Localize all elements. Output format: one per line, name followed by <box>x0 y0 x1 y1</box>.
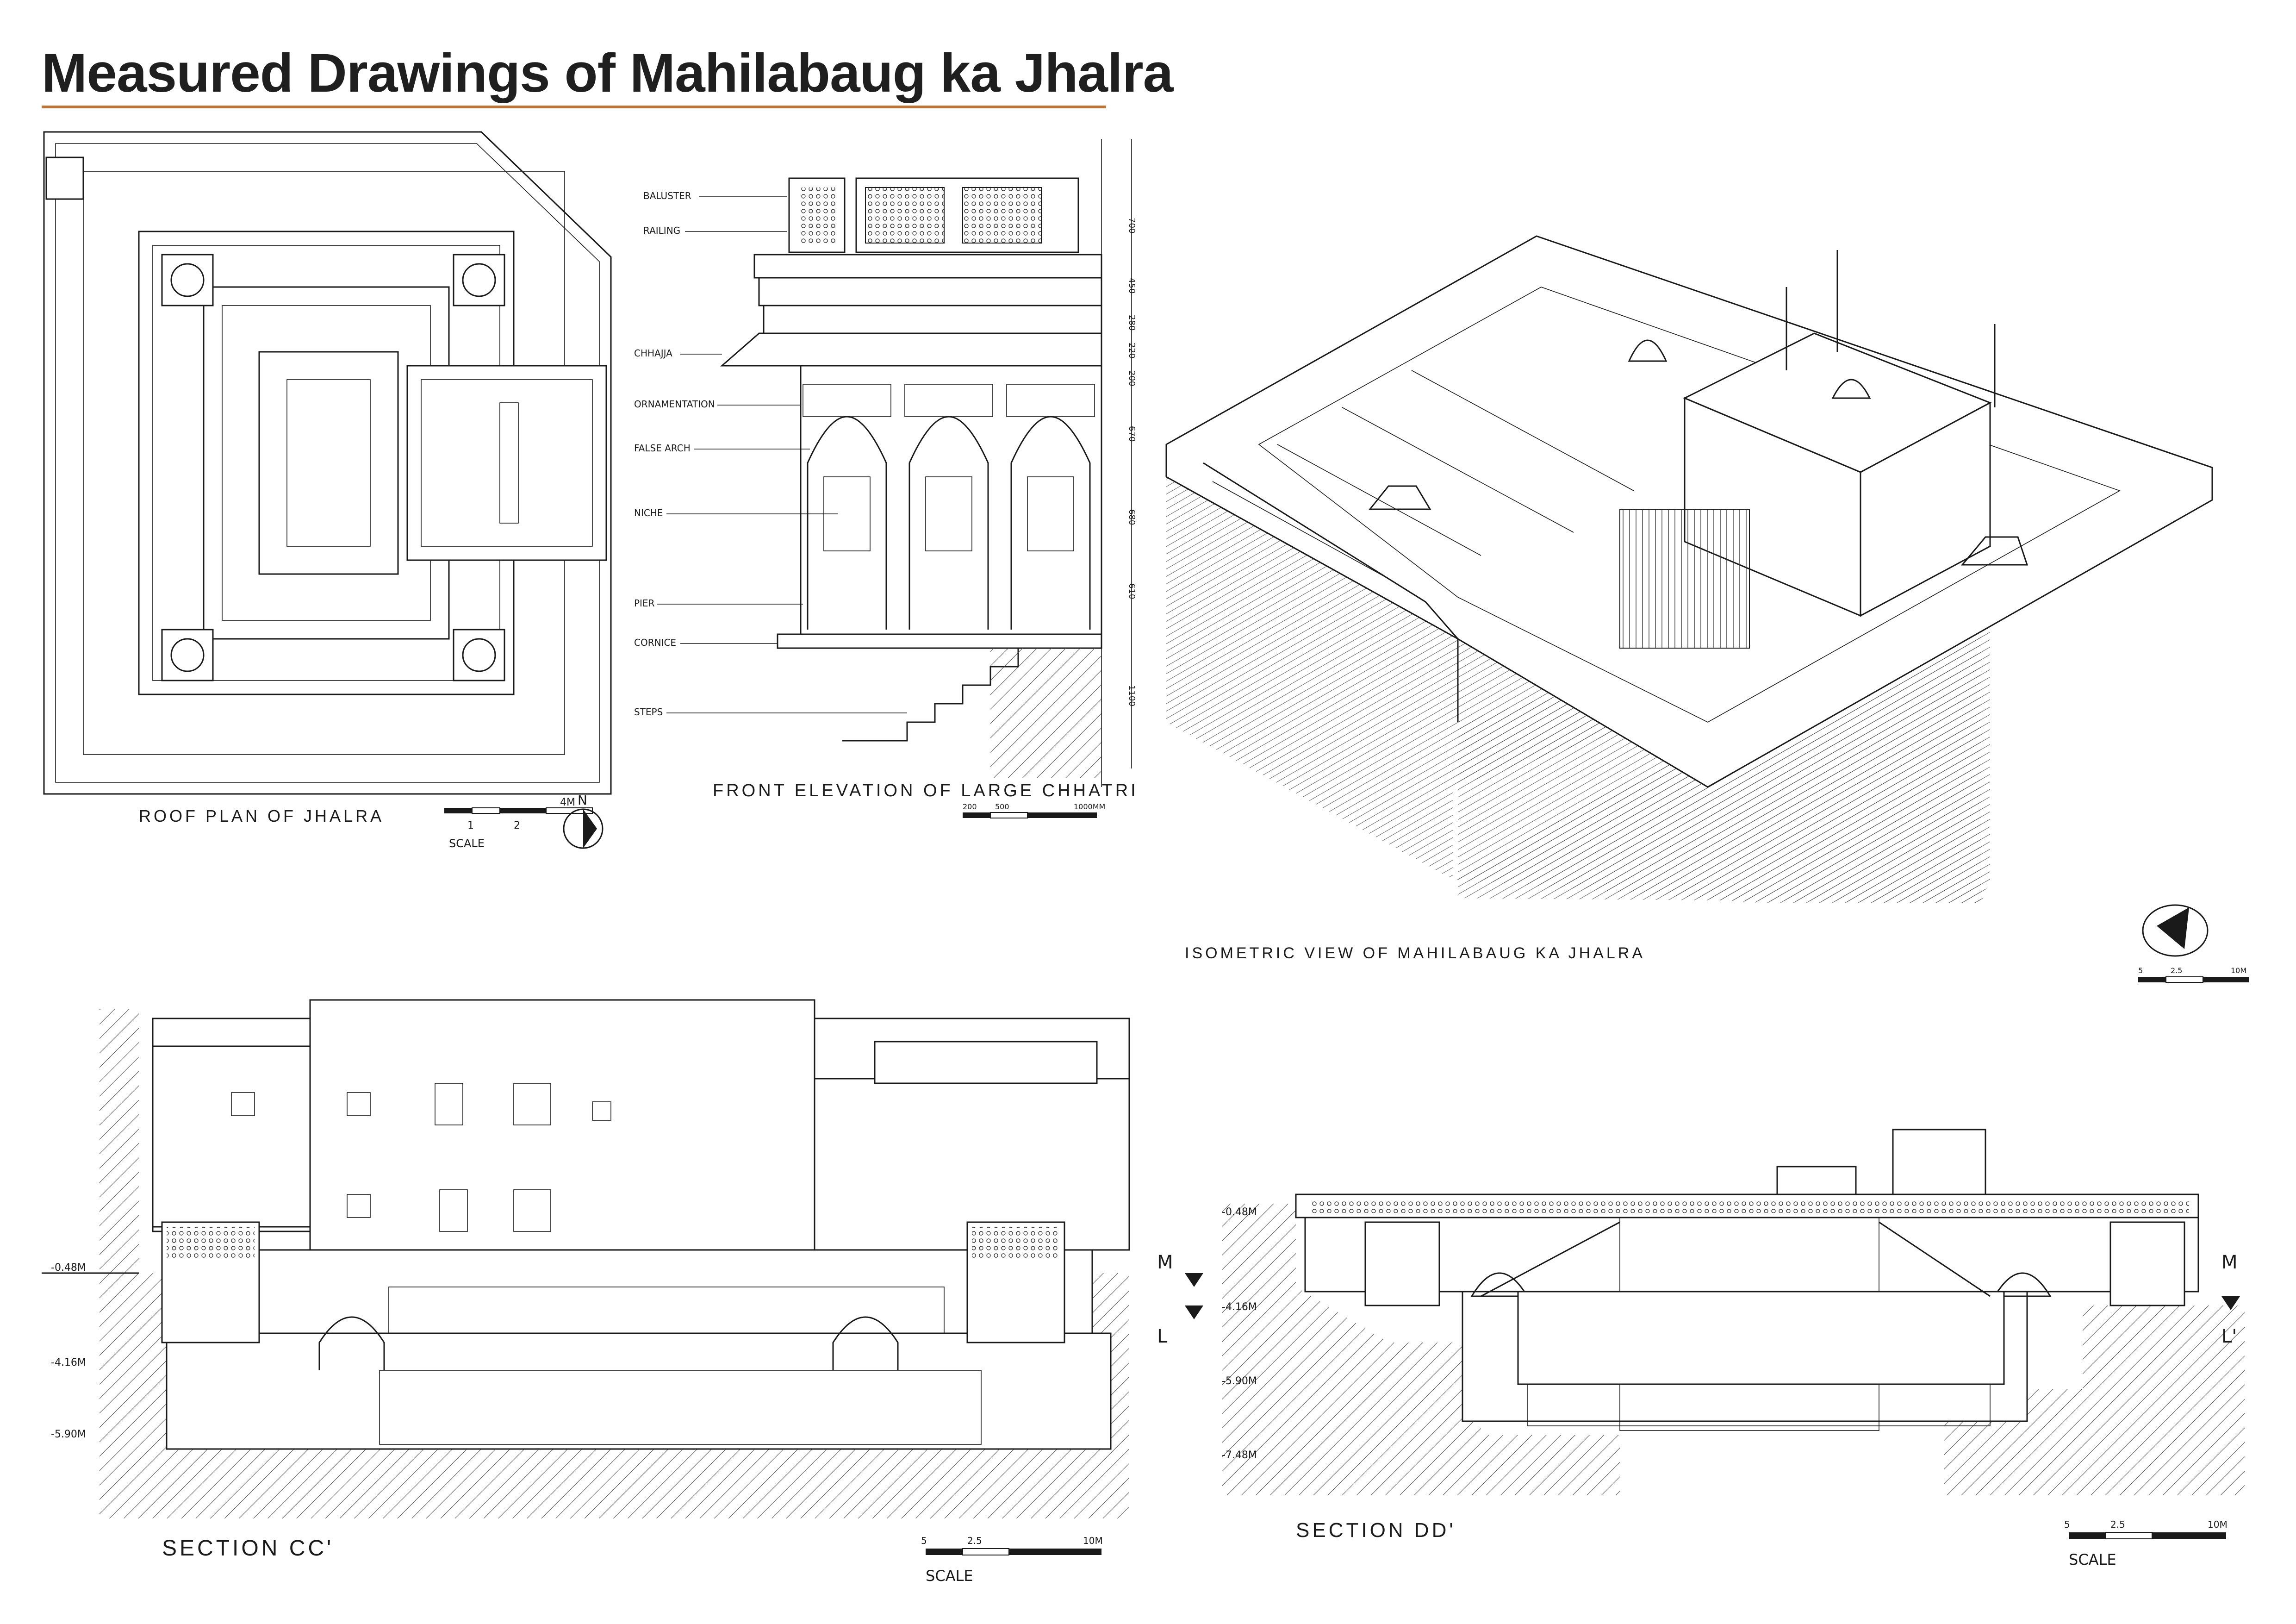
roof-plan-scale-tick-3: 4M <box>560 797 575 808</box>
cc-level-3: -5.90M <box>51 1429 86 1440</box>
cc-scale-label: SCALE <box>926 1567 973 1585</box>
dd-mark-m-left: M <box>1157 1252 1173 1273</box>
roof-plan-scale-tick-2: 2 <box>514 820 520 831</box>
fe-scale-tick-1: 200 <box>963 802 977 811</box>
callout-niche: NICHE <box>634 507 663 518</box>
fe-scale-tick-2: 500 <box>995 802 1009 811</box>
callout-railing: RAILING <box>643 225 681 236</box>
isometric-north-icon <box>2143 905 2208 956</box>
dim-1: 700 <box>1127 218 1137 234</box>
cc-level-2: -4.16M <box>51 1357 86 1368</box>
callout-false-arch: FALSE ARCH <box>634 443 691 454</box>
dim-5: 200 <box>1127 370 1137 387</box>
iso-scale-tick-1: 5 <box>2138 966 2143 975</box>
dim-6: 670 <box>1127 426 1137 442</box>
callout-ornamentation: ORNAMENTATION <box>634 399 715 410</box>
front-elevation-arches <box>803 384 1095 630</box>
section-dd-scale-bar <box>2064 1519 2228 1568</box>
roof-plan-drawing <box>44 132 611 794</box>
dd-mark-l-right: L' <box>2221 1326 2237 1347</box>
isometric-scale-bar <box>2138 966 2249 982</box>
section-cc-caption: SECTION CC' <box>162 1536 334 1561</box>
dd-level-1: -0.48M <box>1222 1206 1257 1218</box>
callout-pier: PIER <box>634 598 655 609</box>
fe-scale-tick-3: 1000MM <box>1074 802 1106 811</box>
section-cc-scale-bar <box>921 1535 1103 1585</box>
dim-7: 680 <box>1127 509 1137 525</box>
roof-plan-caption: ROOF PLAN OF JHALRA <box>139 806 385 825</box>
section-cc-levels <box>51 1262 86 1440</box>
cc-level-1: -0.48M <box>51 1262 86 1274</box>
iso-scale-tick-2: 2.5 <box>2171 966 2183 975</box>
cc-scale-tick-2: 2.5 <box>967 1535 982 1546</box>
dd-scale-tick-1: 5 <box>2064 1519 2070 1530</box>
page-title: Measured Drawings of Mahilabaug ka Jhalra <box>42 43 1173 104</box>
roof-plan-scale-bar <box>444 797 592 850</box>
callout-baluster: BALUSTER <box>643 190 691 201</box>
dd-scale-label: SCALE <box>2069 1551 2116 1568</box>
dd-level-3: -5.90M <box>1222 1375 1257 1387</box>
dim-9: 1100 <box>1127 685 1137 706</box>
north-label: N <box>578 793 587 808</box>
roof-plan-scale-label: SCALE <box>449 837 485 850</box>
section-cc-drawing <box>42 1000 1129 1518</box>
isometric-drawing <box>1166 236 2212 903</box>
callout-steps: STEPS <box>634 706 663 718</box>
callout-chhajja: CHHAJJA <box>634 348 672 359</box>
dd-mark-m-right: M <box>2221 1252 2238 1273</box>
dd-scale-tick-2: 2.5 <box>2110 1519 2125 1530</box>
cc-scale-tick-3: 10M <box>1083 1535 1103 1546</box>
dim-3: 280 <box>1127 315 1137 331</box>
iso-scale-tick-3: 10M <box>2231 966 2247 975</box>
roof-plan-scale-tick-1: 1 <box>467 820 474 831</box>
front-elevation-scale-bar <box>963 802 1105 818</box>
dd-level-4: -7.48M <box>1222 1449 1257 1461</box>
front-elevation-caption: FRONT ELEVATION OF LARGE CHHATRI <box>713 781 1139 800</box>
front-elevation-callouts <box>634 190 907 718</box>
section-dd-drawing <box>1222 1130 2245 1495</box>
front-elevation-drawing <box>722 139 1132 787</box>
dim-8: 610 <box>1127 583 1137 600</box>
section-dd-caption: SECTION DD' <box>1296 1519 1456 1542</box>
dim-2: 450 <box>1127 278 1137 294</box>
isometric-caption: ISOMETRIC VIEW OF MAHILABAUG KA JHALRA <box>1185 944 1646 962</box>
dim-4: 220 <box>1127 343 1137 359</box>
dd-mark-l-left: L <box>1157 1326 1168 1347</box>
dd-level-2: -4.16M <box>1222 1301 1257 1313</box>
callout-cornice: CORNICE <box>634 637 677 648</box>
dd-scale-tick-3: 10M <box>2208 1519 2228 1530</box>
cc-scale-tick-1: 5 <box>921 1535 927 1546</box>
